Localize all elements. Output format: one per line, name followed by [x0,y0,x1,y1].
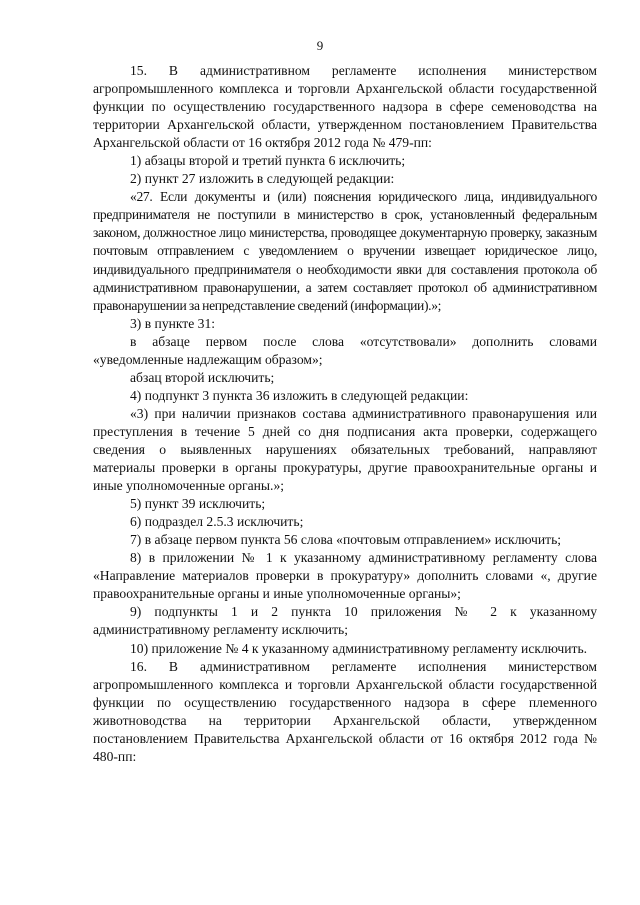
paragraph-15-intro: 15. В административном регламенте исполнения министерством агропромышленного комплекса и торговли Архангельской области государственной функции по осуществлению государственного надзора в сфере семеноводства на территории Архангельской области, утвержденном постановлением Правительства Архангельской области от 16 октября 2012 года № 479-пп: [93,63,597,151]
item-8: 8) в приложении № 1 к указанному административному регламенту слова «Направление материалов проверки в прокуратуру» дополнить словами «, другие правоохранительные органы и иные уполномоченные органы»; [93,550,597,602]
item-5: 5) пункт 39 исключить; [130,496,266,512]
item-7: 7) в абзаце первом пункта 56 слова «почтовым отправлением» исключить; [130,532,562,548]
quoted-subpoint-3: «3) при наличии признаков состава административного правонарушения или преступления в течение 5 дней со дня подписания акта проверки, содержащего сведения о выявленных нарушениях обязательных требований, направляют материалы проверки в органы прокуратуры, другие правоохранительные органы и иные уполномоченные органы.»; [93,405,597,494]
item-1: 1) абзацы второй и третий пункта 6 исключить; [130,153,406,169]
document-body [93,62,597,766]
item-2: 2) пункт 27 изложить в следующей редакции: [130,171,395,187]
item-3-first-paragraph: в абзаце первом после слова «отсутствовали» дополнить словами «уведомленные надлежащим образом»; [93,333,597,367]
item-4: 4) подпункт 3 пункта 36 изложить в следующей редакции: [130,387,469,403]
item-6: 6) подраздел 2.5.3 исключить; [130,514,304,530]
paragraph-16-intro: 16. В административном регламенте исполнения министерством агропромышленного комплекса и торговли Архангельской области государственной функции по осуществлению государственного надзора в сфере племенного животноводства на территории Архангельской области, утвержденном постановлением Правительства Архангельской области от 16 октября 2012 года № 480-пп: [93,658,597,764]
quoted-point-27: «27. Если документы и (или) пояснения юридического лица, индивидуального предпринимателя не поступили в министерство в срок, установленный федеральным законом, должностное лицо министерства, проводящее документарную проверку, заказным почтовым отправлением с уведомлением о вручении извещает юридическое лицо, индивидуального предпринимателя о необходимости явки для составления протокола об административном правонарушении, а затем составляет протокол об административном правонарушении за непредставление сведений (информации).»; [93,189,597,313]
item-3-second-paragraph: абзац второй исключить; [130,369,275,385]
item-9: 9) подпункты 1 и 2 пункта 10 приложения № 2 к указанному административному регламенту исключить; [93,604,597,638]
page-number: 9 [316,38,324,53]
item-10: 10) приложение № 4 к указанному административному регламенту исключить. [130,640,588,656]
item-3: 3) в пункте 31: [130,315,216,331]
